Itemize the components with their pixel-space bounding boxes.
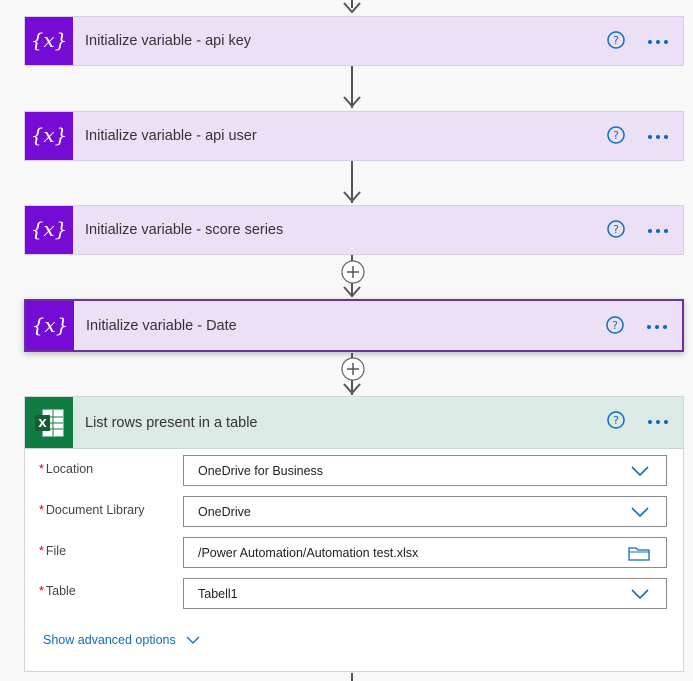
step-card-api-key[interactable] [24, 16, 684, 66]
svg-text:?: ? [613, 414, 619, 427]
more-options-icon[interactable] [647, 39, 669, 45]
folder-icon[interactable] [628, 545, 650, 561]
more-options-icon[interactable] [647, 228, 669, 234]
connector-line [351, 673, 353, 681]
add-step-plus-icon[interactable] [341, 357, 365, 381]
excel-action-header[interactable] [25, 397, 683, 449]
show-advanced-options-link[interactable] [43, 633, 200, 647]
help-icon[interactable] [607, 220, 625, 238]
more-options-icon[interactable] [647, 419, 669, 425]
advanced-options-label: Show advanced options [43, 633, 176, 647]
arrow-down-icon [343, 286, 361, 298]
variable-icon [25, 17, 73, 65]
svg-text:?: ? [613, 223, 619, 236]
arrow-down-icon [343, 191, 361, 203]
chevron-down-icon [630, 506, 650, 518]
help-icon[interactable] [607, 126, 625, 144]
excel-action-card [24, 396, 684, 672]
step-card-api-user[interactable] [24, 111, 684, 161]
more-options-icon[interactable] [646, 324, 668, 330]
variable-icon [25, 112, 73, 160]
table-label: * Table [39, 584, 76, 598]
table-value: Tabell1 [198, 586, 238, 601]
step-card-date[interactable] [24, 299, 684, 352]
table-dropdown[interactable] [183, 578, 667, 609]
chevron-down-icon [630, 588, 650, 600]
excel-icon [25, 397, 73, 448]
step-title: Initialize variable - score series [85, 222, 284, 238]
file-label: * File [39, 544, 67, 558]
document-library-value: OneDrive [198, 504, 251, 519]
step-title: Initialize variable - Date [86, 317, 237, 334]
add-step-plus-icon[interactable] [341, 260, 365, 284]
svg-text:X: X [38, 416, 47, 430]
more-options-icon[interactable] [647, 134, 669, 140]
step-title: Initialize variable - api key [85, 33, 252, 49]
svg-text:?: ? [612, 319, 618, 332]
location-label: * Location [39, 462, 94, 476]
help-icon[interactable] [607, 31, 625, 49]
svg-text:?: ? [613, 129, 619, 142]
document-library-dropdown[interactable] [183, 496, 667, 527]
file-input[interactable] [183, 537, 667, 568]
chevron-down-icon [186, 636, 200, 645]
step-card-score-series[interactable] [24, 205, 684, 255]
chevron-down-icon [630, 465, 650, 477]
variable-icon [25, 206, 73, 254]
svg-text:{x}: {x} [30, 123, 68, 147]
variable-icon [26, 301, 74, 350]
document-library-label: * Document Library [39, 503, 145, 517]
arrow-down-icon [343, 2, 361, 14]
file-value: /Power Automation/Automation test.xlsx [198, 545, 419, 560]
location-dropdown[interactable] [183, 455, 667, 486]
svg-text:{x}: {x} [31, 312, 69, 337]
location-value: OneDrive for Business [198, 463, 324, 478]
help-icon[interactable] [607, 411, 625, 429]
svg-text:?: ? [613, 34, 619, 47]
step-title: Initialize variable - api user [85, 128, 257, 144]
excel-action-title: List rows present in a table [85, 414, 258, 431]
help-icon[interactable] [606, 316, 624, 334]
arrow-down-icon [343, 383, 361, 395]
svg-text:{x}: {x} [30, 28, 68, 52]
svg-text:{x}: {x} [30, 217, 68, 241]
arrow-down-icon [343, 96, 361, 108]
